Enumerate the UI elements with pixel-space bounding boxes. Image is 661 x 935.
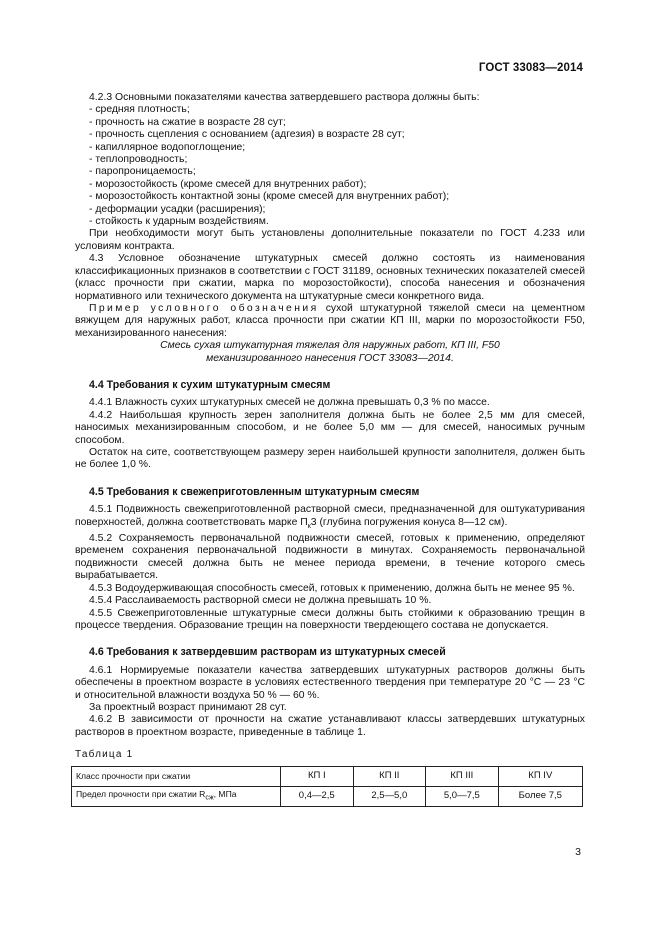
list-item: - прочность сцепления с основанием (адгезия) в возрасте 28 сут; bbox=[89, 129, 405, 141]
example-text: сухой штукатурной тяжелой смеси на цементном вяжущем для наружных работ, класса прочности при сжатии КП III, марки по морозостойкости F50, механизированного нанесения: bbox=[75, 302, 585, 339]
paragraph-4-6-1: 4.6.1 Нормируемые показатели качества затвердевших штукатурных растворов должны быть обеспечены в проектном возрасте в условиях естественного твердения при температуре 20 °С — 23 °С и относительной влажности воздуха 50 % — 60 %. bbox=[75, 664, 585, 701]
table-header-cell: КП II bbox=[353, 766, 426, 786]
paragraph-4-3: 4.3 Условное обозначение штукатурных смесей должно состоять из наименования классификационных признаков в соответствии с ГОСТ 31189, основных технических показателей смесей (класс прочности при сжатии, марка по морозостойкости), способа нанесения и обозначения нормативного или технического документа на штукатурные смеси конкретного вида. bbox=[75, 253, 585, 302]
strength-class-table bbox=[71, 766, 583, 807]
section-title-4-4: 4.4 Требования к сухим штукатурным смесям bbox=[89, 378, 331, 391]
paragraph-example bbox=[75, 303, 585, 340]
list-item: - средняя плотность; bbox=[89, 104, 190, 116]
table-header-cell: КП III bbox=[426, 766, 499, 786]
table-cell: 5,0—7,5 bbox=[426, 786, 499, 806]
list-item: - прочность на сжатие в возрасте 28 сут; bbox=[89, 116, 286, 128]
list-item: - морозостойкость контактной зоны (кроме смесей для внутренних работ); bbox=[89, 191, 450, 203]
paragraph-4-5-3: 4.5.3 Водоудерживающая способность смесей, готовых к применению, должна быть не менее 95 %. bbox=[89, 582, 575, 594]
page-number: 3 bbox=[575, 846, 581, 858]
list-item: - деформации усадки (расширения); bbox=[89, 203, 266, 215]
list-item: - капиллярное водопоглощение; bbox=[89, 141, 246, 153]
table-header-cell: КП IV bbox=[498, 766, 582, 786]
paragraph-4-5-4: 4.5.4 Расслаиваемость растворной смеси не должна превышать 10 %. bbox=[89, 595, 432, 607]
table-row-label: Предел прочности при сжатии $R_{сж}$, МПа bbox=[72, 786, 281, 806]
designation-example-line-2: механизированного нанесения ГОСТ 33083—2014. bbox=[206, 352, 454, 364]
paragraph-4-2-3-intro: 4.2.3 Основными показателями качества затвердевшего раствора должны быть: bbox=[89, 92, 480, 103]
list-item: - теплопроводность; bbox=[89, 154, 188, 166]
table-row bbox=[72, 786, 583, 806]
paragraph-sieve-residue: Остаток на сите, соответствующем размеру зерен наибольшей крупности заполнителя, должен быть не более 1,0 %. bbox=[75, 446, 585, 471]
paragraph-4-5-1: 4.5.1 Подвижность свежеприготовленной растворной смеси, предназначенной для оштукатуривания поверхностей, должна соответствовать марке $П_к3$ (глубина погружения конуса 8—12 см). bbox=[75, 504, 585, 530]
paragraph-4-5-2: 4.5.2 Сохраняемость первоначальной подвижности смесей, готовых к применению, определяют временем сохранения первоначальной подвижности в минутах. Сохраняемость первоначальной подвижности смесей должна быть не менее периода времени, в течение которого смесь вырабатывается. bbox=[75, 533, 585, 582]
section-title-4-5: 4.5 Требования к свежеприготовленным штукатурным смесям bbox=[89, 485, 420, 498]
section-title-4-6: 4.6 Требования к затвердевшим растворам из штукатурных смесей bbox=[89, 646, 446, 659]
table-header-row bbox=[72, 766, 583, 786]
list-item: - стойкость к ударным воздействиям. bbox=[89, 216, 269, 228]
indicators-list bbox=[75, 104, 585, 228]
paragraph-4-6-2: 4.6.2 В зависимости от прочности на сжатие устанавливают классы затвердевших штукатурных растворов в проектном возрасте, приведенные в таблице 1. bbox=[75, 714, 585, 738]
designation-example-line-1: Смесь сухая штукатурная тяжелая для наружных работ, КП III, F50 bbox=[160, 340, 500, 352]
paragraph-additional-indicators: При необходимости могут быть установлены дополнительные показатели по ГОСТ 4.233 или условиям контракта. bbox=[75, 228, 585, 252]
paragraph-4-4-1: 4.4.1 Влажность сухих штукатурных смесей не должна превышать 0,3 % по массе. bbox=[89, 397, 490, 409]
table-cell: 2,5—5,0 bbox=[353, 786, 426, 806]
table-header-cell: Класс прочности при сжатии bbox=[72, 766, 281, 786]
table-cell: Более 7,5 bbox=[498, 786, 582, 806]
table-cell: 0,4—2,5 bbox=[281, 786, 354, 806]
list-item: - паропроницаемость; bbox=[89, 166, 196, 178]
table-header-cell: КП I bbox=[281, 766, 354, 786]
table-caption: Таблица 1 bbox=[75, 749, 134, 761]
paragraph-4-5-5: 4.5.5 Свежеприготовленные штукатурные смеси должны быть стойкими к образованию трещин в процессе твердения. Образование трещин на поверхности твердеющего состава не допускается. bbox=[75, 607, 585, 631]
list-item: - морозостойкость (кроме смесей для внутренних работ); bbox=[89, 178, 367, 190]
example-label: Пример условного обозначения bbox=[89, 302, 319, 314]
document-body bbox=[75, 92, 585, 807]
paragraph-design-age: За проектный возраст принимают 28 сут. bbox=[89, 701, 287, 713]
standard-header: ГОСТ 33083—2014 bbox=[478, 62, 583, 74]
paragraph-4-4-2: 4.4.2 Наибольшая крупность зерен заполнителя должна быть не более 2,5 мм для смесей, наносимых механизированным способом, и не более 5,0 мм — для смесей, наносимых ручным способом. bbox=[75, 409, 585, 446]
